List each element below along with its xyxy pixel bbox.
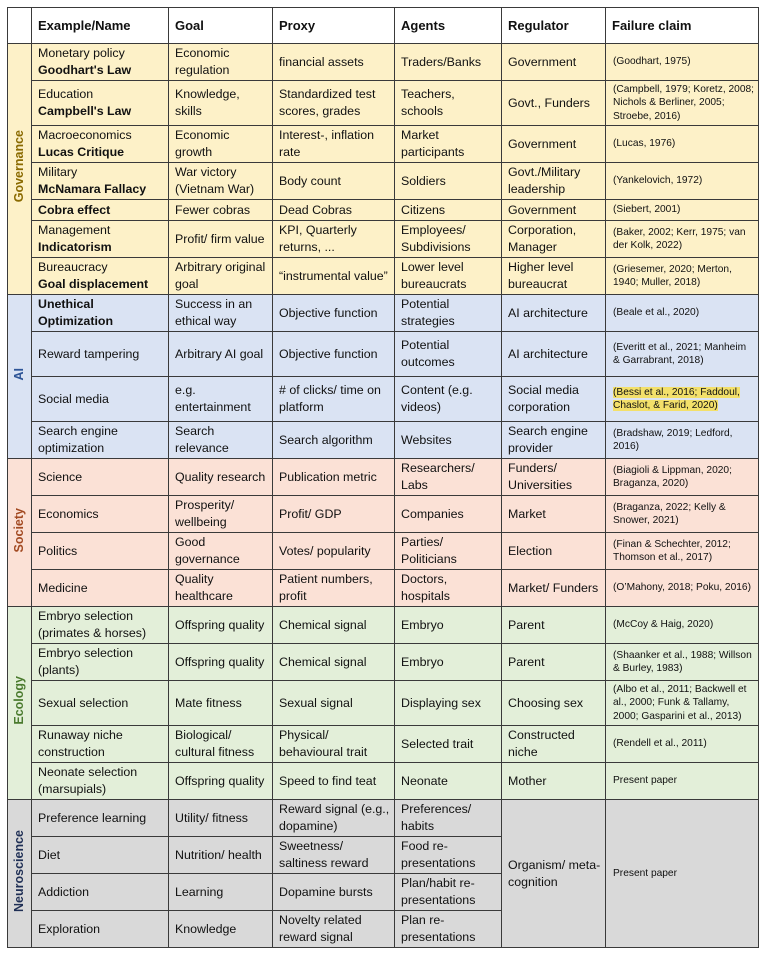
agents-cell: Websites <box>395 422 502 459</box>
example-cell: Economics <box>32 496 169 533</box>
agents-cell: Potential strategies <box>395 295 502 332</box>
header-corner <box>8 8 32 44</box>
regulator-cell: Choosing sex <box>502 681 606 726</box>
failure-claim-cell: (Biagioli & Lippman, 2020; Braganza, 2020) <box>606 459 759 496</box>
agents-cell: Embryo <box>395 607 502 644</box>
goal-cell: Mate fitness <box>169 681 273 726</box>
example-cell: Social media <box>32 377 169 422</box>
proxy-cell: Publication metric <box>273 459 395 496</box>
regulator-cell: Corporation, Manager <box>502 221 606 258</box>
proxy-cell: financial assets <box>273 44 395 81</box>
goal-cell: Economic regulation <box>169 44 273 81</box>
example-cell: Cobra effect <box>32 200 169 221</box>
example-cell: Runaway niche construction <box>32 726 169 763</box>
failure-claim-cell: (Beale et al., 2020) <box>606 295 759 332</box>
agents-cell: Market participants <box>395 126 502 163</box>
regulator-cell: Constructed niche <box>502 726 606 763</box>
table-row <box>8 81 759 126</box>
failure-claim-cell: (O’Mahony, 2018; Poku, 2016) <box>606 570 759 607</box>
table-row <box>8 607 759 644</box>
agents-cell: Potential outcomes <box>395 332 502 377</box>
example-cell: Science <box>32 459 169 496</box>
proxy-cell: Standardized test scores, grades <box>273 81 395 126</box>
regulator-cell: Mother <box>502 763 606 800</box>
example-cell: Military McNamara Fallacy <box>32 163 169 200</box>
proxy-cell: Physical/ behavioural trait <box>273 726 395 763</box>
agents-cell: Embryo <box>395 644 502 681</box>
agents-cell: Companies <box>395 496 502 533</box>
agents-cell: Traders/Banks <box>395 44 502 81</box>
regulator-cell: Higher level bureaucrat <box>502 258 606 295</box>
regulator-cell: Government <box>502 44 606 81</box>
example-cell: Diet <box>32 837 169 874</box>
table-row <box>8 295 759 332</box>
proxy-cell: Chemical signal <box>273 607 395 644</box>
agents-cell: Employees/ Subdivisions <box>395 221 502 258</box>
failure-claim-cell: (Yankelovich, 1972) <box>606 163 759 200</box>
proxy-cell: Dopamine bursts <box>273 874 395 911</box>
goal-cell: Utility/ fitness <box>169 800 273 837</box>
header-row <box>8 8 759 44</box>
example-cell: Sexual selection <box>32 681 169 726</box>
goal-cell: Quality healthcare <box>169 570 273 607</box>
agents-cell: Citizens <box>395 200 502 221</box>
header-example: Example/Name <box>32 8 169 44</box>
regulator-cell: AI architecture <box>502 295 606 332</box>
regulator-cell: Market <box>502 496 606 533</box>
agents-cell: Plan re-presentations <box>395 911 502 948</box>
proxy-cell: # of clicks/ time on platform <box>273 377 395 422</box>
goal-cell: Good governance <box>169 533 273 570</box>
goal-cell: e.g. entertainment <box>169 377 273 422</box>
agents-cell: Selected trait <box>395 726 502 763</box>
proxy-cell: KPI, Quarterly returns, ... <box>273 221 395 258</box>
goal-cell: Offspring quality <box>169 607 273 644</box>
table-row <box>8 200 759 221</box>
goal-cell: Arbitrary original goal <box>169 258 273 295</box>
proxy-cell: Votes/ popularity <box>273 533 395 570</box>
agents-cell: Preferences/ habits <box>395 800 502 837</box>
regulator-cell: Funders/ Universities <box>502 459 606 496</box>
example-cell: Management Indicatorism <box>32 221 169 258</box>
goal-cell: Learning <box>169 874 273 911</box>
goal-cell: Search relevance <box>169 422 273 459</box>
goal-cell: Prosperity/ wellbeing <box>169 496 273 533</box>
failure-claim-cell: Present paper <box>606 800 759 948</box>
example-cell: Education Campbell's Law <box>32 81 169 126</box>
table-row <box>8 459 759 496</box>
example-cell: Neonate selection (marsupials) <box>32 763 169 800</box>
goal-cell: Offspring quality <box>169 763 273 800</box>
failure-claim-cell: (Rendell et al., 2011) <box>606 726 759 763</box>
table-row <box>8 126 759 163</box>
proxy-cell: Objective function <box>273 332 395 377</box>
table-row <box>8 726 759 763</box>
category-governance: Governance <box>8 44 32 295</box>
failure-claim-cell: (Siebert, 2001) <box>606 200 759 221</box>
proxy-cell: Dead Cobras <box>273 200 395 221</box>
highlighted-citation: (Bessi et al., 2016; Faddoul, Chaslot, & Farid, 2020) <box>613 386 740 411</box>
table-row <box>8 496 759 533</box>
table-row <box>8 800 759 837</box>
example-cell: Medicine <box>32 570 169 607</box>
goodhart-table <box>7 7 759 948</box>
goal-cell: Economic growth <box>169 126 273 163</box>
agents-cell: Neonate <box>395 763 502 800</box>
header-failure-claim: Failure claim <box>606 8 759 44</box>
goal-cell: Fewer cobras <box>169 200 273 221</box>
goal-cell: Nutrition/ health <box>169 837 273 874</box>
table-row <box>8 332 759 377</box>
table-row <box>8 221 759 258</box>
table-row <box>8 377 759 422</box>
proxy-cell: Reward signal (e.g., dopamine) <box>273 800 395 837</box>
failure-claim-cell: (Shaanker et al., 1988; Willson & Burley, 1983) <box>606 644 759 681</box>
agents-cell: Doctors, hospitals <box>395 570 502 607</box>
agents-cell: Parties/ Politicians <box>395 533 502 570</box>
regulator-cell: Parent <box>502 607 606 644</box>
proxy-cell: Objective function <box>273 295 395 332</box>
proxy-cell: Novelty related reward signal <box>273 911 395 948</box>
example-cell: Search engine optimization <box>32 422 169 459</box>
failure-claim-cell: (McCoy & Haig, 2020) <box>606 607 759 644</box>
example-cell: Reward tampering <box>32 332 169 377</box>
failure-claim-cell: (Braganza, 2022; Kelly & Snower, 2021) <box>606 496 759 533</box>
proxy-cell: Speed to find teat <box>273 763 395 800</box>
example-cell: Politics <box>32 533 169 570</box>
failure-claim-cell: (Everitt et al., 2021; Manheim & Garrabrant, 2018) <box>606 332 759 377</box>
regulator-cell: Election <box>502 533 606 570</box>
table-row <box>8 570 759 607</box>
example-cell: Monetary policy Goodhart's Law <box>32 44 169 81</box>
proxy-cell: Chemical signal <box>273 644 395 681</box>
goal-cell: Offspring quality <box>169 644 273 681</box>
regulator-cell: Search engine provider <box>502 422 606 459</box>
proxy-cell: Patient numbers, profit <box>273 570 395 607</box>
regulator-cell: Organism/ meta-cognition <box>502 800 606 948</box>
category-society: Society <box>8 459 32 607</box>
goal-cell: War victory (Vietnam War) <box>169 163 273 200</box>
table-row <box>8 533 759 570</box>
agents-cell: Teachers, schools <box>395 81 502 126</box>
agents-cell: Lower level bureaucrats <box>395 258 502 295</box>
regulator-cell: Market/ Funders <box>502 570 606 607</box>
proxy-cell: Profit/ GDP <box>273 496 395 533</box>
failure-claim-cell: (Goodhart, 1975) <box>606 44 759 81</box>
proxy-cell: Body count <box>273 163 395 200</box>
proxy-cell: Search algorithm <box>273 422 395 459</box>
table-row <box>8 422 759 459</box>
regulator-cell: Government <box>502 126 606 163</box>
failure-claim-cell: (Albo et al., 2011; Backwell et al., 2000; Funk & Tallamy, 2000; Gasparini et al., 2013) <box>606 681 759 726</box>
table-row <box>8 44 759 81</box>
example-cell: Addiction <box>32 874 169 911</box>
regulator-cell: Government <box>502 200 606 221</box>
example-cell: Bureaucracy Goal displacement <box>32 258 169 295</box>
agents-cell: Displaying sex <box>395 681 502 726</box>
table-row <box>8 763 759 800</box>
example-cell: Preference learning <box>32 800 169 837</box>
example-cell: Exploration <box>32 911 169 948</box>
header-proxy: Proxy <box>273 8 395 44</box>
failure-claim-cell: (Campbell, 1979; Koretz, 2008; Nichols & Berliner, 2005; Stroebe, 2016) <box>606 81 759 126</box>
agents-cell: Soldiers <box>395 163 502 200</box>
table-row <box>8 644 759 681</box>
goal-cell: Biological/ cultural fitness <box>169 726 273 763</box>
header-agents: Agents <box>395 8 502 44</box>
failure-claim-cell: (Finan & Schechter, 2012; Thomson et al., 2017) <box>606 533 759 570</box>
failure-claim-cell: (Baker, 2002; Kerr, 1975; van der Kolk, 2022) <box>606 221 759 258</box>
goal-cell: Success in an ethical way <box>169 295 273 332</box>
regulator-cell: Parent <box>502 644 606 681</box>
agents-cell: Content (e.g. videos) <box>395 377 502 422</box>
regulator-cell: AI architecture <box>502 332 606 377</box>
header-regulator: Regulator <box>502 8 606 44</box>
failure-claim-cell: (Lucas, 1976) <box>606 126 759 163</box>
example-cell: Unethical Optimization <box>32 295 169 332</box>
failure-claim-cell: Present paper <box>606 763 759 800</box>
table-row <box>8 163 759 200</box>
example-cell: Embryo selection (primates & horses) <box>32 607 169 644</box>
proxy-cell: Interest-, inflation rate <box>273 126 395 163</box>
example-cell: Embryo selection (plants) <box>32 644 169 681</box>
failure-claim-cell <box>606 377 759 422</box>
table-row <box>8 258 759 295</box>
proxy-cell: “instrumental value” <box>273 258 395 295</box>
example-cell: Macroeconomics Lucas Critique <box>32 126 169 163</box>
regulator-cell: Social media corporation <box>502 377 606 422</box>
table-row <box>8 681 759 726</box>
goal-cell: Knowledge, skills <box>169 81 273 126</box>
goal-cell: Arbitrary AI goal <box>169 332 273 377</box>
goal-cell: Knowledge <box>169 911 273 948</box>
proxy-cell: Sexual signal <box>273 681 395 726</box>
category-ai: AI <box>8 295 32 459</box>
header-goal: Goal <box>169 8 273 44</box>
agents-cell: Plan/habit re-presentations <box>395 874 502 911</box>
failure-claim-cell: (Bradshaw, 2019; Ledford, 2016) <box>606 422 759 459</box>
regulator-cell: Govt., Funders <box>502 81 606 126</box>
proxy-cell: Sweetness/ saltiness reward <box>273 837 395 874</box>
category-ecology: Ecology <box>8 607 32 800</box>
regulator-cell: Govt./Military leadership <box>502 163 606 200</box>
category-neuroscience: Neuroscience <box>8 800 32 948</box>
agents-cell: Researchers/ Labs <box>395 459 502 496</box>
goal-cell: Quality research <box>169 459 273 496</box>
goal-cell: Profit/ firm value <box>169 221 273 258</box>
failure-claim-cell: (Griesemer, 2020; Merton, 1940; Muller, 2018) <box>606 258 759 295</box>
agents-cell: Food re-presentations <box>395 837 502 874</box>
